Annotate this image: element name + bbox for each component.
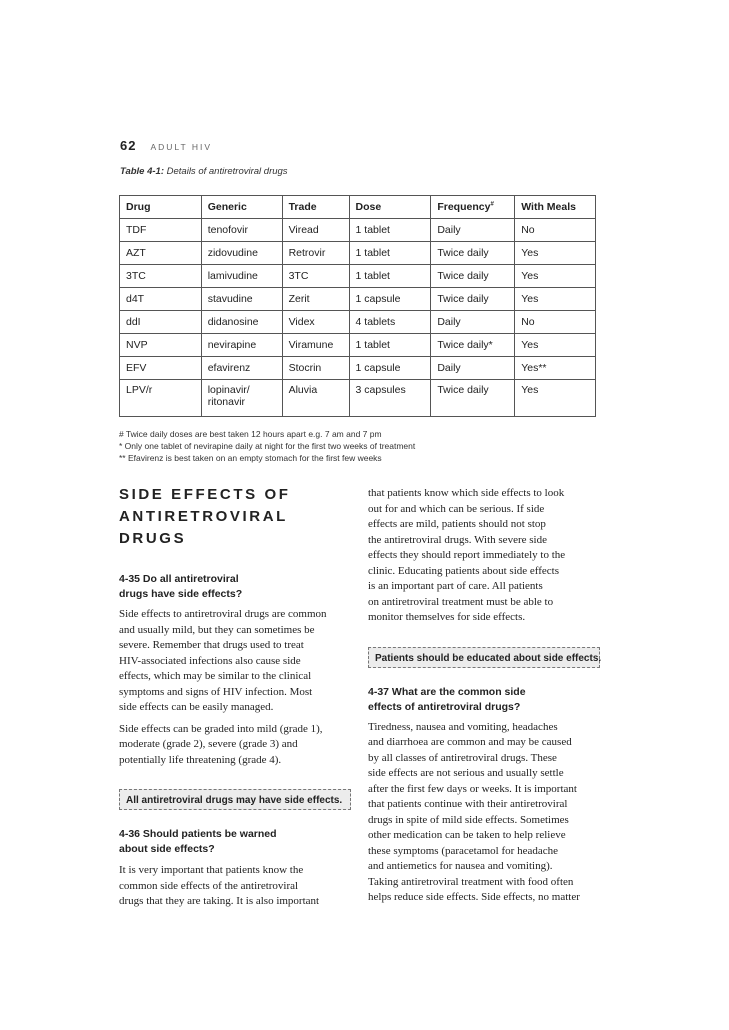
cell-drug: d4T <box>120 288 202 311</box>
cell-frequency: Twice daily <box>431 265 515 288</box>
cell-trade: Retrovir <box>282 242 349 265</box>
text-line: clinic. Educating patients about side effects <box>368 564 560 577</box>
cell-frequency: Daily <box>431 219 515 242</box>
cell-trade: Viramune <box>282 334 349 357</box>
table-caption-text: Details of antiretroviral drugs <box>164 166 288 177</box>
cell-trade: Videx <box>282 311 349 334</box>
cell-generic: tenofovir <box>201 219 282 242</box>
footnote-hash: # Twice daily doses are best taken 12 hours apart e.g. 7 am and 7 pm <box>119 429 382 439</box>
footnote-asterisk: * Only one tablet of nevirapine daily at night for the first two weeks of treatment <box>119 441 416 451</box>
cell-generic: lopinavir/ ritonavir <box>201 380 282 417</box>
running-head <box>120 137 212 155</box>
header-dose: Dose <box>349 196 431 219</box>
heading-line: effects of antiretroviral drugs? <box>368 700 521 713</box>
cell-with-meals: Yes <box>515 288 596 311</box>
text-line: Taking antiretroviral treatment with food often <box>368 875 574 888</box>
cell-dose: 1 tablet <box>349 242 431 265</box>
table-row <box>120 288 596 311</box>
question-heading-4-37 <box>368 685 600 715</box>
cell-with-meals: Yes <box>515 380 596 417</box>
callout-box: Patients should be educated about side effects. <box>368 647 600 668</box>
cell-frequency: Twice daily <box>431 242 515 265</box>
table-row <box>120 334 596 357</box>
antiretroviral-drug-table <box>119 195 596 417</box>
cell-drug: 3TC <box>120 265 202 288</box>
text-line: drugs that they are taking. It is also important <box>119 895 320 907</box>
text-line: Tiredness, nausea and vomiting, headaches <box>368 720 558 733</box>
cell-with-meals: No <box>515 219 596 242</box>
cell-generic: lamivudine <box>201 265 282 288</box>
header-frequency-label: Frequency <box>437 201 491 213</box>
text-line: severe. Remember that drugs used to treat <box>119 639 304 651</box>
section-title-line: SIDE EFFECTS OF <box>119 486 291 503</box>
paragraph-4-35-b <box>119 722 351 769</box>
text-line: other medication can be taken to help relieve <box>368 829 566 841</box>
text-line: monitor themselves for side effects. <box>368 611 526 623</box>
cell-drug: NVP <box>120 334 202 357</box>
page-number: 62 <box>120 138 137 153</box>
table-row <box>120 357 596 380</box>
cell-frequency: Twice daily <box>431 380 515 417</box>
heading-line: about side effects? <box>119 843 215 855</box>
cell-with-meals: Yes** <box>515 357 596 380</box>
text-line: drugs in spite of mild side effects. Sometimes <box>368 813 569 826</box>
cell-dose: 1 capsule <box>349 357 431 380</box>
footnote-double-asterisk: ** Efavirenz is best taken on an empty stomach for the first few weeks <box>119 453 382 463</box>
text-line: HIV-associated infections also cause side <box>119 654 301 667</box>
text-line: is an important part of care. All patients <box>368 580 543 592</box>
cell-drug: ddI <box>120 311 202 334</box>
paragraph-4-37 <box>368 720 600 906</box>
text-line: after the first few days or weeks. It is important <box>368 782 577 795</box>
text-line: It is very important that patients know the <box>119 864 304 876</box>
cell-with-meals: Yes <box>515 265 596 288</box>
text-line: that patients continue with their antiretroviral <box>368 798 568 810</box>
cell-dose: 1 capsule <box>349 288 431 311</box>
text-line: the antiretroviral drugs. With severe side <box>368 533 547 546</box>
section-title <box>119 484 351 550</box>
text-line: Side effects can be graded into mild (grade 1), <box>119 722 323 735</box>
cell-with-meals: No <box>515 311 596 334</box>
table-row <box>120 219 596 242</box>
cell-trade: Viread <box>282 219 349 242</box>
table-caption-label: Table 4-1: <box>120 166 164 177</box>
table-footnotes <box>119 428 599 464</box>
text-line: these symptoms (paracetamol for headache <box>368 844 558 857</box>
text-line: Side effects to antiretroviral drugs are common <box>119 608 327 620</box>
callout-box: All antiretroviral drugs may have side effects. <box>119 789 351 810</box>
heading-line: 4-35 Do all antiretroviral <box>119 573 239 585</box>
cell-with-meals: Yes <box>515 334 596 357</box>
text-line: out for and which can be serious. If side <box>368 502 545 515</box>
text-line: moderate (grade 2), severe (grade 3) and <box>119 738 298 750</box>
text-line: effects, which may be similar to the clinical <box>119 670 312 682</box>
right-column <box>368 486 600 906</box>
cell-dose: 1 tablet <box>349 219 431 242</box>
cell-generic: didanosine <box>201 311 282 334</box>
cell-dose: 3 capsules <box>349 380 431 417</box>
cell-dose: 1 tablet <box>349 334 431 357</box>
table-row <box>120 265 596 288</box>
cell-frequency: Daily <box>431 311 515 334</box>
text-line: on antiretroviral treatment must be able to <box>368 595 554 608</box>
cell-drug: TDF <box>120 219 202 242</box>
text-line: effects they should report immediately to the <box>368 549 566 561</box>
paragraph-4-35-a <box>119 607 351 716</box>
text-line: by all classes of antiretroviral drugs. These <box>368 751 557 764</box>
text-line: side effects are not serious and usually settle <box>368 767 564 779</box>
heading-line: 4-37 What are the common side <box>368 685 526 698</box>
table-caption <box>120 166 288 177</box>
header-trade: Trade <box>282 196 349 219</box>
heading-line: 4-36 Should patients be warned <box>119 828 277 840</box>
cell-generic: zidovudine <box>201 242 282 265</box>
frequency-footnote-mark: # <box>490 201 494 208</box>
cell-frequency: Twice daily <box>431 288 515 311</box>
text-line: symptoms and signs of HIV infection. Most <box>119 685 313 698</box>
text-line: and antiemetics for nausea and vomiting). <box>368 860 553 872</box>
cell-with-meals: Yes <box>515 242 596 265</box>
header-with-meals: With Meals <box>515 196 596 219</box>
cell-frequency: Twice daily* <box>431 334 515 357</box>
cell-generic: stavudine <box>201 288 282 311</box>
table-row <box>120 242 596 265</box>
text-line: common side effects of the antiretroviral <box>119 879 299 892</box>
text-line: side effects can be easily managed. <box>119 701 274 713</box>
section-title-line: ANTIRETROVIRAL DRUGS <box>119 508 288 547</box>
text-line: effects are mild, patients should not stop <box>368 518 546 530</box>
paragraph-4-36 <box>119 863 351 910</box>
table-header-row <box>120 196 596 219</box>
header-drug: Drug <box>120 196 202 219</box>
heading-line: drugs have side effects? <box>119 588 243 600</box>
cell-generic: nevirapine <box>201 334 282 357</box>
cell-trade: Stocrin <box>282 357 349 380</box>
cell-trade: Zerit <box>282 288 349 311</box>
header-generic: Generic <box>201 196 282 219</box>
text-line: and diarrhoea are common and may be caused <box>368 736 572 748</box>
cell-dose: 4 tablets <box>349 311 431 334</box>
cell-drug: LPV/r <box>120 380 202 417</box>
text-line: that patients know which side effects to look <box>368 487 565 499</box>
left-column <box>119 484 351 910</box>
table-row <box>120 380 596 417</box>
question-heading-4-35 <box>119 572 351 602</box>
table-row <box>120 311 596 334</box>
paragraph-4-36-continued <box>368 486 600 626</box>
text-line: and usually mild, but they can sometimes be <box>119 623 315 636</box>
cell-drug: EFV <box>120 357 202 380</box>
cell-dose: 1 tablet <box>349 265 431 288</box>
text-line: potentially life threatening (grade 4). <box>119 753 282 766</box>
cell-frequency: Daily <box>431 357 515 380</box>
question-heading-4-36 <box>119 827 351 857</box>
cell-trade: Aluvia <box>282 380 349 417</box>
cell-drug: AZT <box>120 242 202 265</box>
running-head-section: ADULT HIV <box>150 142 213 152</box>
header-frequency <box>431 196 515 219</box>
text-line: helps reduce side effects. Side effects, no matter <box>368 891 580 903</box>
cell-trade: 3TC <box>282 265 349 288</box>
cell-generic: efavirenz <box>201 357 282 380</box>
